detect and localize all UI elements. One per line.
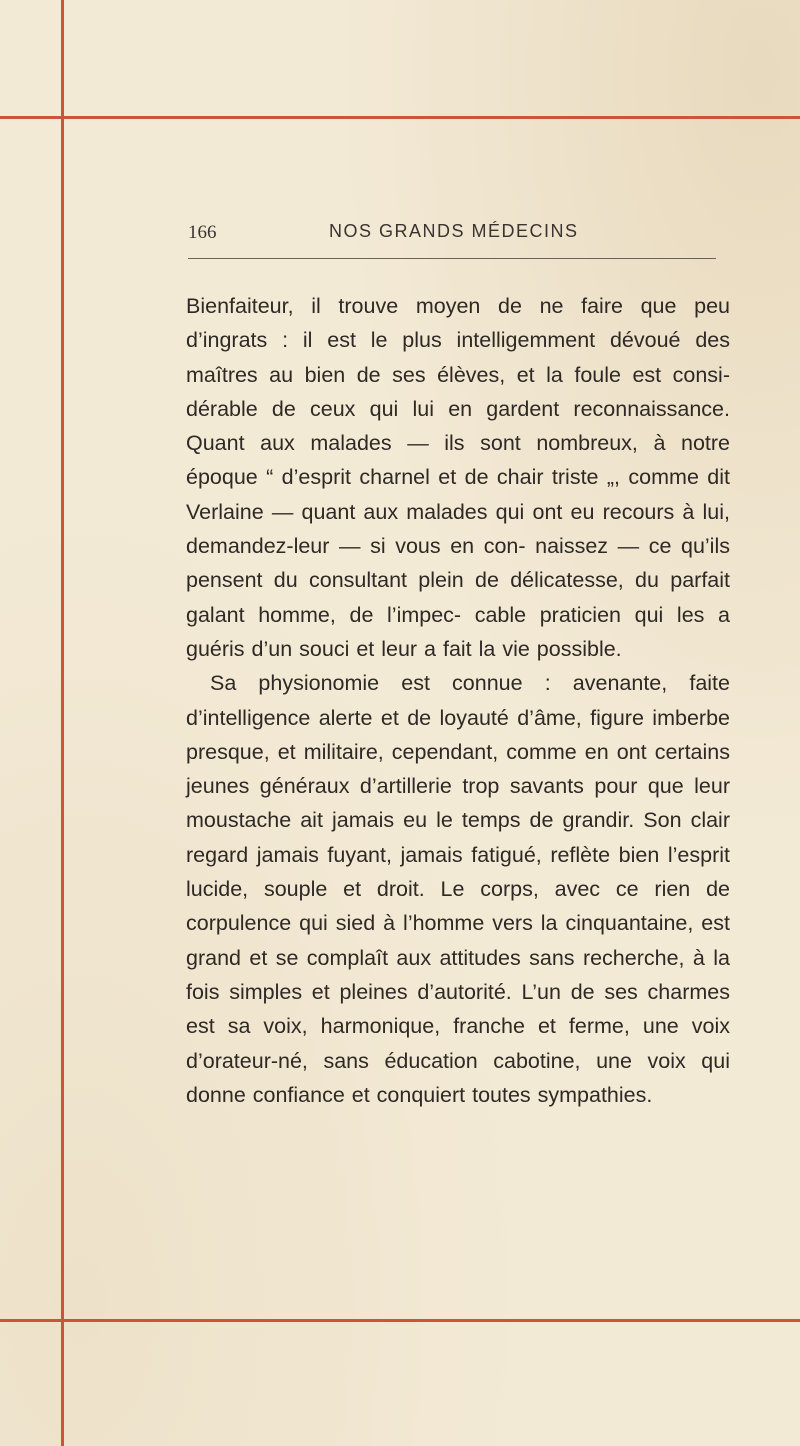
margin-rule-top — [0, 116, 800, 119]
margin-rule-vertical — [61, 0, 64, 1446]
body-text — [186, 289, 730, 1112]
paragraph-2: Sa physionomie est connue : avenante, faite d’intelligence alerte et de loyauté d’âme, figure imberbe presque, et militaire, cependant, comme en ont certains jeunes généraux d’artillerie trop savants pour que leur moustache ait jamais eu le temps de grandir. Son clair regard jamais fuyant, jamais fatigué, reflète bien l’esprit lucide, souple et droit. Le corps, avec ce rien de corpulence qui sied à l’homme vers la cinquantaine, est grand et se complaît aux attitudes sans recherche, à la fois simples et pleines d’autorité. L’un de ses charmes est sa voix, harmonique, franche et ferme, une voix d’orateur-né, sans éducation cabotine, une voix qui donne confiance et conquiert toutes sympathies. — [186, 671, 730, 1107]
margin-rule-bottom — [0, 1319, 800, 1322]
header-rule — [188, 258, 716, 259]
paragraph-1: Bienfaiteur, il trouve moyen de ne faire que peu d’ingrats : il est le plus intelligemment dévoué des maîtres au bien de ses élèves, et la foule est consi- dérable de ceux qui lui en gardent reconnaissance. Quant aux malades — ils sont nombreux, à notre époque “ d’esprit charnel et de chair triste „, comme dit Verlaine — quant aux malades qui ont eu recours à lui, demandez-leur — si vous en con- naissez — ce qu’ils pensent du consultant plein de délicatesse, du parfait galant homme, de l’impec- cable praticien qui les a guéris d’un souci et leur a fait la vie possible. — [186, 294, 730, 661]
page-number: 166 — [188, 222, 217, 243]
running-title: NOS GRANDS MÉDECINS — [329, 221, 579, 241]
running-head — [188, 222, 716, 248]
